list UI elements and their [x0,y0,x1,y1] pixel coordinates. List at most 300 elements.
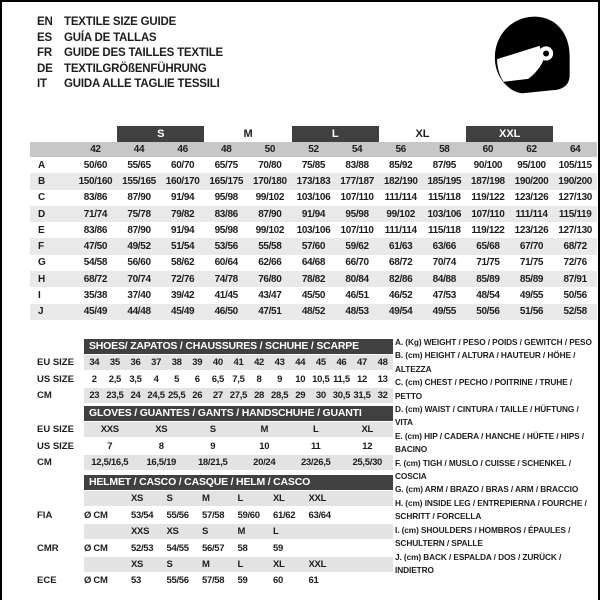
size-value-cell: 47/53 [432,290,456,302]
size-value-cell: 119/122 [471,192,505,204]
size-value-cell: 60 [273,575,283,587]
row-label: US SIZE [37,440,74,452]
size-value-cell: 68/72 [553,238,597,254]
size-value-cell: 3,5 [129,373,142,385]
size-group-cell: XL [415,128,430,140]
size-value-cell: 60/70 [170,159,195,171]
size-value-cell: 190/200 [510,173,554,189]
row-strip [84,455,393,470]
size-value-cell: XS [155,424,168,436]
size-value-cell: 53/54 [131,509,154,521]
numeric-size-cell: 58 [422,142,466,157]
sub-table-title: HELMET / CASCO / CASQUE / HELM / CASCO [84,475,393,490]
size-group-cell: XXL [466,126,553,142]
size-label-cell: M [202,493,210,505]
size-value-cell: 49/55 [519,290,544,302]
size-value-cell: 107/110 [466,206,510,222]
size-label-cell: L [237,493,244,505]
size-value-cell: 83/88 [345,159,369,171]
size-value-cell: 91/94 [170,224,195,236]
size-value-cell: 95/100 [517,159,546,171]
size-group-cell [74,126,118,142]
size-label-cell: S [202,526,209,538]
measurement-legend [395,336,598,577]
size-value-cell: 10 [295,373,306,385]
size-value-cell: 70/74 [432,257,456,269]
legend-item: A. (Kg) WEIGHT / PESO / POIDS / GEWITCH / PESO [395,337,592,347]
size-value-cell: 87/90 [127,192,151,204]
size-value-cell: 52/58 [553,304,597,320]
size-value-cell: 50/56 [466,304,510,320]
size-value-cell: 85/89 [510,271,554,287]
sub-table-header-row [37,339,393,354]
size-value-cell: 48/54 [476,290,500,302]
size-value-cell: 57/60 [292,238,336,254]
size-value-cell: 66/70 [345,257,369,269]
size-value-cell: 42 [254,357,265,369]
size-value-cell: 25,5/30 [352,457,383,469]
helmet-size-row [37,557,393,572]
sub-table-row [37,422,393,437]
size-label-cell: XS [131,493,144,505]
measurement-row [30,287,597,303]
size-value-cell: 2 [91,373,97,385]
size-label-cell: XS [166,526,179,538]
legend-item: H. (cm) INSIDE LEG / ENTREPIERNA / FOURCHE / SCHRITT / FORCELLA [395,497,587,522]
size-label-cell: XS [131,558,144,570]
helmet-size-row [37,491,393,506]
spacer [84,491,131,506]
legend-item: I. (cm) SHOULDERS / HOMBROS / ÉPAULES / SCHULTERN / SPALLE [395,524,571,549]
language-code: EN [37,16,53,28]
spacer [37,475,84,490]
row-strip [84,508,393,523]
size-value-cell: 12,5/16,5 [91,457,129,469]
size-value-cell: 34 [89,357,100,369]
size-value-cell: 9 [277,373,283,385]
spacer [37,339,84,354]
size-value-cell: 80/84 [335,271,379,287]
size-value-cell: XL [361,424,374,436]
size-value-cell: 61/62 [273,509,296,521]
legend-item: C. (cm) CHEST / PECHO / POITRINE / TRUHE / PETTO [395,377,572,401]
sub-table-row [37,439,393,454]
diameter-unit: Ø CM [84,575,108,587]
size-value-cell: 72/76 [161,271,205,287]
size-value-cell: 74/78 [204,271,248,287]
size-value-cell: 87/95 [432,159,456,171]
size-value-cell: 24,5 [147,390,165,402]
size-value-cell: 61/63 [379,238,423,254]
size-value-cell: 28,5 [270,390,289,402]
measurement-row [30,271,597,287]
size-value-cell: 78/82 [292,271,336,287]
size-value-cell: 160/170 [161,173,205,189]
size-value-cell: 49/55 [422,304,466,320]
size-value-cell: 65/75 [214,159,238,171]
size-value-cell: 23 [89,390,100,402]
language-code: ES [37,31,52,44]
size-value-cell: 59 [273,542,283,554]
size-value-cell: 83/86 [204,206,248,222]
size-group-cell: M [243,128,253,140]
size-value-cell: 119/122 [471,224,505,236]
size-value-cell: 58 [237,542,248,554]
size-value-cell: 87/90 [127,224,151,236]
size-value-cell: 55/56 [166,509,189,521]
sub-table-row [37,388,393,403]
size-value-cell: 103/106 [296,224,331,236]
corner-cell [30,142,74,157]
size-value-cell: 50/56 [563,290,587,302]
measurement-letter: I [38,290,41,302]
measurement-row [30,173,597,189]
size-value-cell: 91/94 [170,192,195,204]
size-value-cell: 40 [212,357,223,369]
size-value-cell: 68/72 [74,271,118,287]
size-value-cell: 10 [259,440,270,452]
size-value-cell: 75/85 [301,159,326,171]
size-value-cell: 107/110 [340,224,374,236]
size-value-cell: 12 [357,373,367,385]
helmet-value-row [37,541,393,556]
size-value-cell: 60/64 [214,257,238,269]
measurement-letter: A [38,159,46,171]
size-value-cell: 85/89 [466,271,510,287]
size-value-cell: 63/66 [422,238,466,254]
size-value-cell: 6 [194,373,200,385]
size-value-cell: 45/49 [74,304,118,320]
size-value-cell: 58/62 [170,257,195,269]
legend-item: E. (cm) HIP / CADERA / HANCHE / HÜFTE / HIPS / BACINO [395,430,585,455]
row-label: EU SIZE [37,424,74,436]
sub-table-title: SHOES/ ZAPATOS / CHAUSSURES / SCHUHE / SCARPE [84,339,393,354]
size-value-cell: 65/68 [466,238,510,254]
row-label: CM [37,390,52,402]
helmet-value-row [37,508,393,523]
size-value-cell: 68/72 [389,257,413,269]
language-line [37,46,223,62]
size-value-cell: 83/86 [83,192,108,204]
language-code: FR [37,47,52,60]
size-value-cell: 67/70 [510,238,554,254]
row-strip [84,541,393,556]
size-group-cell [553,126,597,142]
guide-title: GUÍA DE TALLAS [64,31,157,44]
size-value-cell: 71/75 [519,257,544,269]
size-value-cell: 59 [237,575,248,587]
size-label-cell: XXS [131,526,150,538]
size-value-cell: 13 [377,373,388,385]
measurement-row [30,222,597,238]
numeric-size-cell: 46 [161,142,205,157]
size-value-cell: 48/52 [292,304,336,320]
size-value-cell: 50/60 [83,159,108,171]
size-value-cell: 35 [109,357,120,369]
size-value-cell: 59/60 [237,509,260,521]
size-value-cell: 165/175 [204,173,248,189]
size-value-cell: 51/54 [161,238,205,254]
spacer [37,557,84,572]
sub-table-header-row [37,475,393,490]
size-value-cell: 85/92 [389,159,413,171]
size-value-cell: 103/106 [296,192,331,204]
row-strip [84,355,393,370]
corner-cell [30,126,74,142]
measurement-letter: F [30,238,74,254]
size-label-cell: M [237,526,246,538]
size-value-cell: 105/115 [558,159,592,171]
size-value-cell: 32 [377,390,388,402]
size-value-cell: 72/76 [563,257,587,269]
size-value-cell [309,541,345,556]
gloves-size-table [37,406,393,472]
row-label: EU SIZE [37,357,74,369]
legend-item: G. (cm) ARM / BRAZO / BRAS / ARM / BRACCIO [395,484,579,495]
size-value-cell: 55/58 [248,238,292,254]
size-value-cell: 27 [212,390,223,402]
size-value-cell: 26 [192,390,203,402]
size-value-cell: 76/80 [248,271,292,287]
size-value-cell: 12 [362,440,373,452]
size-value-cell: 39 [192,357,203,369]
spacer [84,557,131,572]
diameter-unit: Ø CM [84,542,108,554]
standard-label: FIA [37,509,53,521]
numeric-size-cell: 52 [292,142,336,157]
language-code: DE [37,62,53,75]
size-group-row [30,126,597,142]
shoes-size-table [37,339,393,405]
size-value-cell: 127/130 [558,224,592,236]
size-value-cell: 37 [151,357,162,369]
size-value-cell: 99/102 [379,206,423,222]
size-value-cell: 45/50 [301,290,326,302]
size-value-cell: 95/98 [335,206,379,222]
guide-title: GUIDE DES TAILLES TEXTILE [64,47,223,60]
size-value-cell: 115/118 [427,192,461,204]
sub-table-title: GLOVES / GUANTES / GANTS / HANDSCHUHE / GUANTI [84,406,393,421]
size-label-cell: L [237,558,244,570]
size-value-cell: 10,5 [312,373,330,385]
size-value-cell: S [209,424,216,436]
measurement-letter: J [30,304,74,320]
row-label: US SIZE [37,373,74,385]
size-value-cell: 62/66 [258,257,282,269]
size-value-cell: 123/126 [514,224,549,236]
size-value-cell: 182/190 [379,173,423,189]
measurement-row [30,157,597,173]
size-value-cell: 30 [315,390,326,402]
size-value-cell: 111/114 [384,192,417,204]
helmet-size-table [37,475,393,590]
spacer [37,491,84,506]
size-value-cell: 59/62 [335,238,379,254]
size-value-cell: 82/86 [379,271,423,287]
size-value-cell: 49/54 [379,304,423,320]
size-value-cell: 54/58 [83,257,108,269]
racing-helmet-icon [485,12,577,110]
helmet-size-row [37,524,393,539]
size-value-cell: 56/60 [127,257,151,269]
size-value-cell: 83/86 [83,224,108,236]
size-value-cell: 23/26,5 [300,457,331,469]
size-value-cell: 30,5 [332,390,351,402]
size-value-cell: 5 [174,373,180,385]
size-label-cell: S [166,493,173,505]
size-label-cell: XL [273,558,285,570]
sub-table-row [37,355,393,370]
size-value-cell: 6,5 [211,373,225,385]
size-value-cell: 41 [233,357,244,369]
size-value-cell: 52/53 [131,542,154,554]
size-value-cell: 87/91 [553,271,597,287]
size-value-cell: 16,5/19 [146,457,177,469]
size-value-cell: 64/68 [301,257,326,269]
row-strip [84,573,393,588]
sub-table-row [37,455,393,470]
size-value-cell: 46/51 [345,290,369,302]
size-value-cell: 190/200 [553,173,597,189]
row-strip [84,557,393,572]
size-value-cell: 56/57 [202,542,225,554]
size-value-cell: 28 [254,390,265,402]
size-value-cell: 39/42 [170,290,195,302]
measurement-letter: G [38,257,46,269]
measurement-row [30,238,597,254]
legend-item: D. (cm) WAIST / CINTURA / TAILLE / HÜFTUNG / VITA [395,404,579,428]
row-strip [84,524,393,539]
size-value-cell: 70/74 [117,271,161,287]
spacer [84,524,131,539]
size-value-cell: 8 [158,440,164,452]
language-code: IT [37,78,47,91]
size-value-cell: 4 [153,373,159,385]
size-value-cell: 46 [336,357,347,369]
measurement-row [30,255,597,271]
size-label-cell: S [166,558,173,570]
size-value-cell: 49/52 [117,238,161,254]
size-value-cell: 70/80 [258,159,282,171]
size-value-cell: L [312,424,319,436]
numeric-size-cell: 44 [117,142,161,157]
size-value-cell: 87/90 [248,206,292,222]
garment-size-table [30,126,597,320]
size-value-cell: 29 [295,390,306,402]
standard-label: CMR [37,542,59,554]
guide-title: GUIDA ALLE TAGLIE TESSILI [64,78,220,91]
row-strip [84,491,393,506]
size-value-cell: 23,5 [106,390,124,402]
legend-item: J. (cm) BACK / ESPALDA / DOS / ZURÜCK / INDIETRO [395,551,562,575]
size-value-cell: 43/47 [258,290,282,302]
size-label-cell: M [202,558,210,570]
size-value-cell: 173/183 [292,173,336,189]
size-value-cell: 38 [171,357,182,369]
size-value-cell: 25,5 [168,390,186,402]
size-value-cell: 95/98 [214,224,238,236]
guide-title: TEXTILE SIZE GUIDE [64,16,177,28]
numeric-size-cell: 60 [466,142,510,157]
size-value-cell: 115/119 [553,206,597,222]
size-value-cell: 99/102 [255,224,285,236]
size-value-cell: 57/58 [202,575,225,587]
measurement-letter: H [30,271,74,287]
size-group-cell: L [292,126,379,142]
size-value-cell: 90/100 [473,159,503,171]
size-value-cell: 24 [130,390,141,402]
helmet-value-row [37,573,393,588]
size-label-cell: L [273,526,279,538]
language-line [37,77,223,93]
size-value-cell: 79/82 [161,206,205,222]
size-value-cell: 44 [295,357,306,369]
guide-title: TEXTILGRÖßENFÜHRUNG [64,62,207,75]
numeric-size-cell: 62 [510,142,554,157]
measurement-letter: D [30,206,74,222]
size-value-cell: 84/88 [422,271,466,287]
size-value-cell: 48 [377,357,388,369]
measurement-row [30,304,597,320]
size-value-cell: 187/198 [466,173,510,189]
size-value-cell: 27,5 [229,390,248,402]
language-line [37,15,223,31]
numeric-size-row [30,142,597,157]
size-value-cell: M [260,424,269,436]
numeric-size-cell: 42 [74,142,118,157]
language-title-list [37,15,223,93]
size-value-cell: 47/51 [248,304,292,320]
legend-item: F. (cm) TIGH / MUSLO / CUISSE / SCHENKEL / COSCIA [395,457,571,482]
size-value-cell: 45 [315,357,326,369]
language-line [37,62,223,78]
size-value-cell: 36 [130,357,141,369]
size-value-cell: 35/38 [83,290,108,302]
measurement-letter: B [30,173,74,189]
size-value-cell: 53/56 [204,238,248,254]
size-value-cell: 31,5 [353,390,371,402]
size-value-cell: 91/94 [292,206,336,222]
sub-table-row [37,372,393,387]
diameter-unit: Ø CM [84,509,108,521]
size-value-cell: 75/78 [117,206,161,222]
size-value-cell: 71/75 [476,257,500,269]
measurement-row [30,206,597,222]
size-value-cell: 11,5 [333,373,350,385]
size-value-cell: 123/126 [514,192,549,204]
size-value-cell: XXS [100,424,119,436]
sub-table-header-row [37,406,393,421]
size-value-cell: 37/40 [127,290,151,302]
size-value-cell: 107/110 [340,192,374,204]
size-value-cell: 8 [256,373,262,385]
size-label-cell [309,524,345,539]
size-value-cell: 46/50 [204,304,248,320]
size-value-cell: 41/45 [214,290,238,302]
size-value-cell: 150/160 [74,173,118,189]
size-value-cell: 48/53 [335,304,379,320]
standard-label: ECE [37,575,57,587]
size-value-cell: 47/50 [74,238,118,254]
size-label-cell: XXL [308,558,327,570]
size-value-cell: 55/65 [127,159,151,171]
size-value-cell: 127/130 [558,192,592,204]
measurement-letter: E [38,224,45,236]
size-value-cell: 115/118 [427,224,461,236]
row-label: CM [37,457,52,469]
size-value-cell: 103/106 [422,206,466,222]
size-value-cell: 20/24 [253,457,276,469]
